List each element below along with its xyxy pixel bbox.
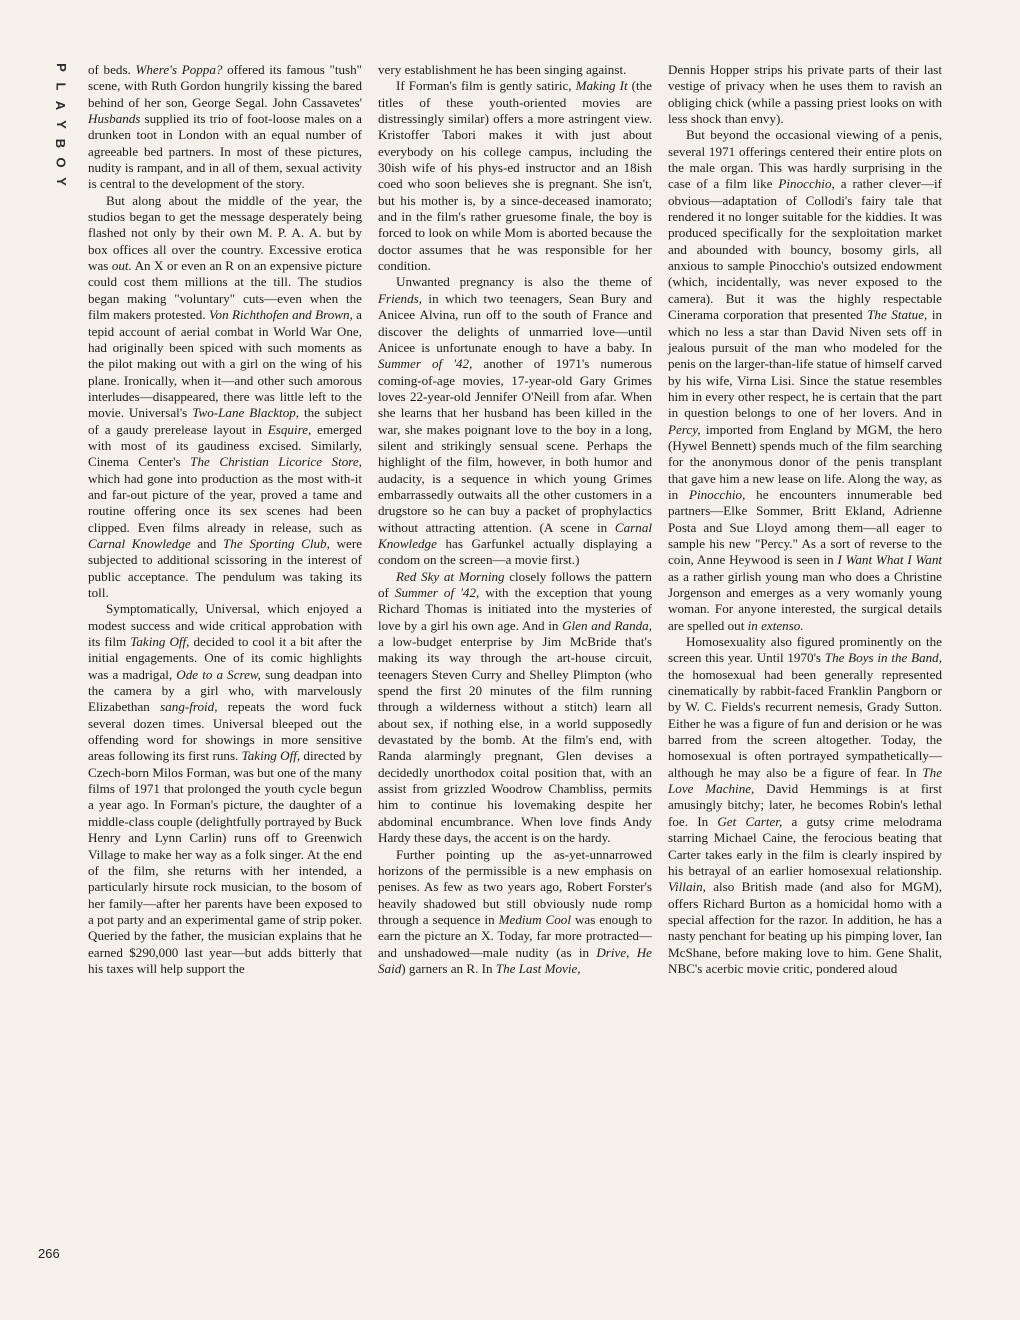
- article-paragraph: [378, 78, 652, 274]
- text-run: (the titles of these youth-oriented movies are distressingly similar) offers a more astringent view. Kristoffer Tabori makes it with just about everybody on his college campus, including the 30ish wife of his phys-ed instructor and an 18ish coed who soon believes she is pregnant. She isn't, but his mother is, by a since-deceased inamorato; and in the film's rather gruesome finale, the boy is forced to look on while Mom is aborted because the doctor assumes that he was responsible for her condition.: [378, 78, 652, 274]
- text-run: ) garners an R. In: [401, 960, 496, 976]
- text-run: closely follows the pattern of: [378, 568, 652, 600]
- article-paragraph: [378, 62, 652, 78]
- article-paragraph: [378, 274, 652, 568]
- italic-title: The Love Machine,: [668, 764, 942, 797]
- article-paragraph: [88, 601, 362, 977]
- italic-title: The Boys in the Band,: [824, 650, 942, 666]
- italic-title: Medium Cool: [498, 911, 571, 927]
- italic-title: Summer of '42,: [378, 356, 473, 372]
- italic-title: The Statue,: [867, 307, 928, 323]
- text-run: directed by Czech-born Milos Forman, was but one of the many films of 1971 that prolonged the youth cycle begun a year ago. In Forman's picture, the daughter of a middle-class couple (delightfully portrayed by Buck Henry and Lynn Carlin) runs off to Greenwich Village to make her way as a folk singer. At the end of the film, she returns with her intended, a particularly hirsute rock musician, to the bosom of her family—after her parents have been exposed to a pot party and an experimental game of strip poker. Queried by the father, the musician explains that he earned $290,000 last year—but adds bitterly that his taxes will help support the: [88, 748, 362, 976]
- text-run: a tepid account of aerial combat in World War One, had originally been spiced with such moments as the pilot making out with a girl on the wing of his plane. Ironically, when it—and other such amorous interludes—disappeared, there was little left to the movie. Universal's: [88, 307, 362, 421]
- text-run: decided to cool it a bit after the initial engagements. One of its comic highlights was a madrigal,: [88, 634, 362, 682]
- text-column-1: [88, 62, 362, 977]
- text-run: Homosexuality also figured prominently on the screen this year. Until 1970's: [668, 634, 942, 666]
- page-number: 266: [38, 1246, 60, 1261]
- italic-title: The Sporting Club,: [223, 535, 330, 551]
- text-run: has Garfunkel actually displaying a condom on the screen—a movie first.): [378, 535, 652, 568]
- text-run: was enough to earn the picture an X. Today, far more protracted—and unshadowed—male nudity (as in: [378, 911, 653, 960]
- italic-title: Taking Off,: [241, 748, 301, 764]
- text-run: another of 1971's numerous coming-of-age movies, 17-year-old Gary Grimes loves 22-year-old Jennifer O'Neill from afar. When she learns that her husband has been killed in the war, she makes poignant love to the boy in a long, silent and strikingly sensual scene. Perhaps the highlight of the film, however, in both humor and audacity, is a sequence in which young Grimes embarrassedly outwaits all the other customers in a drugstore so he can buy a packet of prophylactics without attracting attention. (A scene in: [378, 356, 652, 535]
- italic-title: Carnal Knowledge: [88, 535, 191, 551]
- text-run: repeats the word fuck several dozen times. Universal bleeped out the offending word for showings in more sensitive areas following its first runs.: [88, 699, 363, 764]
- magazine-masthead: [48, 58, 74, 191]
- article-paragraph: [88, 62, 362, 193]
- masthead-letter: Y: [53, 120, 69, 129]
- italic-title: Husbands: [88, 111, 141, 127]
- text-run: a rather clever—if obvious—adaptation of Collodi's fairy tale that rendered it no longer suitable for the kiddies. It was produced specifically for the sexploitation market and abounded with bouncy, bosomy girls, all anxious to sample Pinocchio's outsized endowment (which, incidentally, was never exposed to the camera). But it was the highly respectable Cinerama corporation that presented: [668, 176, 942, 323]
- text-run: An X or even an R on an expensive picture could cost them millions at the till. The studios began making "voluntary" cuts—even when the film makers protested.: [88, 258, 362, 323]
- text-run: of beds.: [88, 62, 136, 77]
- italic-title: Taking Off,: [130, 634, 190, 650]
- text-column-3: [668, 62, 942, 977]
- italic-title: Red Sky at Morning: [396, 568, 505, 584]
- text-run: But along about the middle of the year, the studios began to get the message desperately being flashed not only by their own M. P. A. A. but by box offices all over the country. Excessive erotica was: [88, 192, 362, 274]
- italic-title: Making It: [575, 78, 628, 94]
- text-run: a gutsy crime melodrama starring Michael Caine, the ferocious beating that Carter takes early in the film is clearly inspired by his betrayal of an earlier homosexual relationship.: [668, 813, 942, 878]
- masthead-letter: L: [53, 82, 69, 91]
- italic-title: Pinocchio,: [778, 176, 835, 192]
- italic-title: Glen and Randa,: [562, 617, 652, 633]
- italic-title: Two-Lane Blacktop,: [192, 405, 300, 421]
- text-run: Unwanted pregnancy is also the theme of: [396, 274, 652, 290]
- text-run: If Forman's film is gently satiric,: [396, 78, 576, 94]
- text-run: were subjected to additional scissoring in the interest of public acceptance. The pendulum was taking its toll.: [88, 535, 363, 600]
- italic-title: Esquire,: [267, 421, 312, 437]
- text-run: Symptomatically, Universal, which enjoyed a modest success and wide critical approbation with its film: [88, 601, 362, 650]
- italic-title: The Last Movie,: [495, 960, 581, 976]
- text-run: But beyond the occasional viewing of a penis, several 1971 offerings centered their entire plots on the male organ. This was hardly surprising in the case of a film like: [668, 127, 942, 192]
- text-run: offered its famous "tush" scene, with Ruth Gordon hungrily kissing the bared behind of her son, George Segal. John Cassavetes': [88, 62, 363, 110]
- text-run: also British made (and also for MGM), offers Richard Burton as a homicidal homo with a special affection for the razor. In addition, he has a nasty penchant for beating up his pimping lover, Ian McShane, before making love to him. Gene Shalit, NBC's acerbic movie critic, pondered aloud: [668, 879, 942, 976]
- italic-title: Summer of '42,: [394, 585, 480, 600]
- italic-title: Villain,: [668, 879, 706, 895]
- text-run: very establishment he has been singing against.: [378, 62, 627, 77]
- text-run: supplied its trio of foot-loose males on a drunken toot in London with an equal number of agreeable bed partners. In most of these pictures, nudity is rampant, and in all of them, sexual activity is central to the development of the story.: [88, 111, 362, 192]
- article-paragraph: [668, 127, 942, 634]
- text-run: and: [190, 535, 223, 551]
- text-run: in which no less a star than David Niven sets off in jealous pursuit of the man who modeled for the penis on the larger-than-life statue of himself carved by his wife, Virna Lisi. Since the statue resembles him in every other respect, he is certain that the part in question belongs to one of her lovers. And in: [668, 307, 942, 421]
- italic-title: Pinocchio,: [689, 486, 746, 502]
- masthead-letter: B: [53, 138, 69, 149]
- text-run: which had gone into production as the most with-it and far-out picture of the year, proved a tame and routine offering once its sex scenes had been clipped. Even films already in release, such as: [88, 470, 362, 535]
- italic-title: sang-froid,: [160, 699, 218, 715]
- italic-title: Get Carter,: [717, 813, 783, 829]
- text-run: Further pointing up the as-yet-unnarrowed horizons of the permissible is a new emphasis on penises. As few as two years ago, Robert Forster's heavily shadowed but still obviously nude romp through a sequence in: [378, 846, 652, 927]
- article-paragraph: [88, 193, 362, 602]
- text-run: as a rather girlish young man who does a Christine Jorgenson and emerges as a very womanly young woman. For anyone interested, the surgical details are spelled out: [668, 568, 942, 633]
- italic-title: Where's Poppa?: [135, 62, 223, 77]
- text-run: Dennis Hopper strips his private parts of their last vestige of privacy when he uses them to ravish an obliging chick (while a passing priest looks on with less shock than envy).: [668, 62, 942, 127]
- masthead-letter: O: [53, 157, 69, 168]
- article-paragraph: [378, 569, 652, 847]
- italic-title: The Christian Licorice Store,: [190, 454, 362, 470]
- text-run: with the exception that young Richard Thomas is initiated into the mysteries of love by a girl his own age. And in: [378, 585, 653, 633]
- text-run: a low-budget enterprise by Jim McBride that's making its way through the art-house circuit, teenagers Steven Curry and Shelley Plimpton (who spend the first 20 minutes of the film running through a wilderness without a stitch) learn all about sex, if nothing else, in a world supposedly devastated by the bomb. At the film's end, with Randa alarmingly pregnant, Glen devises a decidedly unorthodox coital position that, with an assist from grizzled Woodrow Chambliss, permits him to continue his lovemaking despite her abdominal encumbrance. When love finds Andy Hardy these days, the accent is on the hardy.: [378, 634, 652, 846]
- italic-title: out.: [111, 258, 132, 274]
- italic-title: Friends,: [378, 290, 423, 306]
- text-run: imported from England by MGM, the hero (Hywel Bennett) spends much of the film searching for the anonymous donor of the penis transplant that gave him a new lease on life. Along the way, as in: [668, 421, 942, 502]
- article-paragraph: [668, 634, 942, 977]
- text-run: the subject of a gaudy prerelease layout in: [88, 405, 362, 437]
- italic-title: in extenso.: [747, 617, 804, 633]
- italic-title: Von Richthofen and Brown,: [209, 307, 353, 323]
- text-run: he encounters innumerable bed partners—Elke Sommer, Britt Ekland, Adrienne Posta and Sue Lloyd among them—all eager to sample his new "Percy." As a sort of reverse to the coin, Anne Heywood is seen in: [668, 486, 942, 568]
- italic-title: Drive, He Said: [378, 944, 652, 976]
- text-run: sung deadpan into the camera by a girl who, with marvelously Elizabethan: [88, 666, 362, 715]
- text-run: emerged with most of its gaudiness excised. Similarly, Cinema Center's: [88, 421, 362, 470]
- masthead-letter: Y: [53, 177, 69, 186]
- article-paragraph: [378, 847, 652, 978]
- italic-title: Carnal Knowledge: [378, 519, 652, 551]
- text-run: the homosexual had been generally represented cinematically by rabbit-faced Franklin Pangborn or by W. C. Fields's recurrent nemesis, Grady Sutton. Either he was a figure of fun and derision or he was barred from the screen altogether. Today, the homosexual is often portrayed sympathetically—although he may also be a figure of fear. In: [668, 666, 942, 780]
- masthead-letter: P: [53, 63, 69, 72]
- text-column-2: [378, 62, 652, 977]
- text-run: David Hemmings is at first amusingly bitchy; later, he becomes Robin's lethal foe. In: [668, 781, 942, 829]
- italic-title: Ode to a Screw,: [176, 666, 261, 682]
- masthead-letter: A: [53, 100, 69, 111]
- text-run: in which two teenagers, Sean Bury and Anicee Alvina, run off to the south of France and discover the delights of unmarried love—until Anicee is unfortunate enough to have a baby. In: [378, 290, 652, 355]
- article-paragraph: [668, 62, 942, 127]
- italic-title: I Want What I Want: [837, 552, 942, 568]
- italic-title: Percy,: [668, 421, 701, 437]
